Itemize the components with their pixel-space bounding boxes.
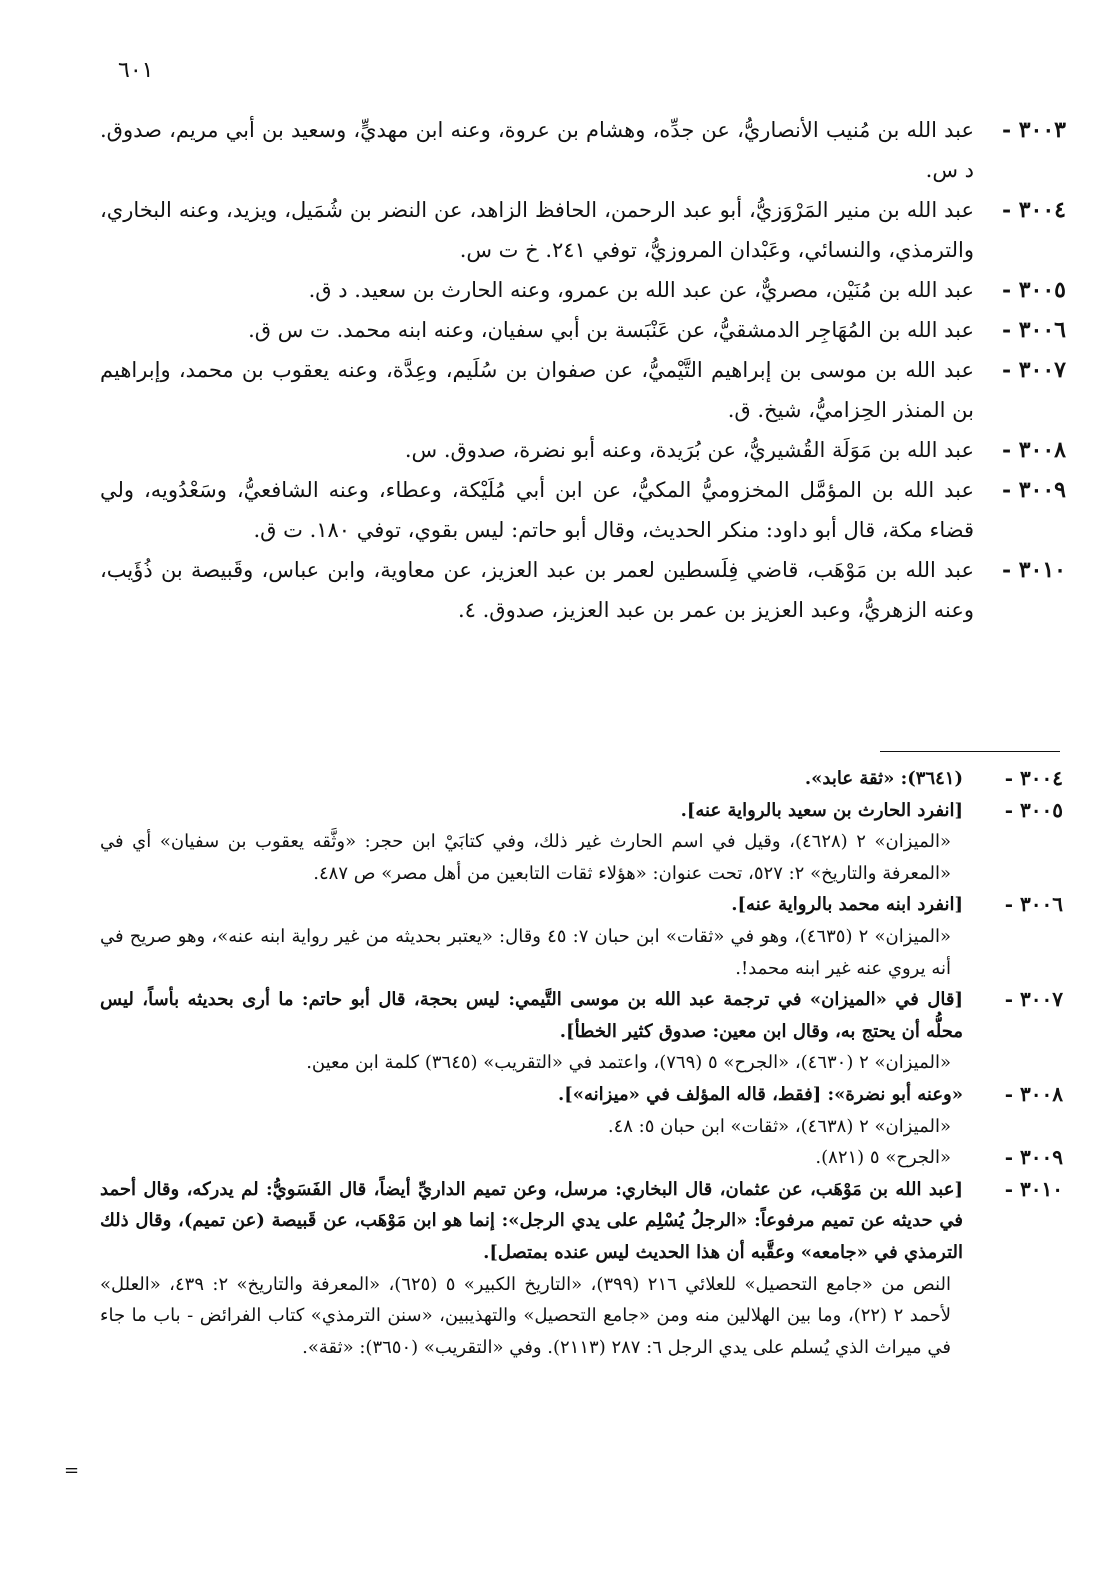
page-number: ٦٠١ [118, 58, 154, 83]
entry-number: ٣٠٠٤ - [1001, 197, 1066, 223]
footnote-line: النص من «جامع التحصيل» للعلائي ٢١٦ (٣٩٩)، «التاريخ الكبير» ٥ (٦٢٥)، «المعرفة والتاريخ» ٢: ٤٣٩، «العلل» لأحمد ٢ (٢٢)، وما بين الهلالين منه ومن «جامع التحصيل» والتهذيبين، «سنن الترمذي» كتاب الفرائض - باب ما جاء في ميراث الذي يُسلم على يدي الرجل ٦: ٢٨٧ (٢١١٣). وفي «التقريب» (٣٦٥٠): «ثقة». [100, 1273, 952, 1358]
footnote-line: [عبد الله بن مَوْهَب، عن عثمان، قال البخاري: مرسل، وعن تميم الداريِّ أيضاً، قال الفَسَويُّ: لم يدركه، وقال أحمد في حديثه عن تميم مرفوعاً: «الرجلُ يُسْلِم على يدي الرجل»: إنما هو ابن مَوْهَب، عن قَبيصة (عن تميم)، وقال ذلك الترمذي في «جامعه» وعقَّبه أن هذا الحديث ليس عنده بمتصل]. [100, 1178, 963, 1263]
footnote-line: «وعنه أبو نضرة»: [فقط، قاله المؤلف في «ميزانه»]. [557, 1083, 963, 1105]
footnote [100, 984, 1063, 1079]
footnote-number: ٣٠٠٧ - [1004, 987, 1063, 1012]
footnote-line: [قال في «الميزان» في ترجمة عبد الله بن موسى التَّيمي: ليس بحجة، قال أبو حاتم: ما أرى بحديثه بأساً، ليس محلُّه أن يحتج به، وقال ابن معين: صدوق كثير الخطأ]. [100, 989, 963, 1042]
entry-text: عبد الله بن المؤمَّل المخزوميُّ المكيُّ، عن ابن أبي مُلَيْكة، وعطاء، وعنه الشافعيُّ، وسَعْدُويه، ولي قضاء مكة، قال أبو داود: منكر الحديث، وقال أبو حاتم: ليس بقوي، توفي ١٨٠. ت ق. [100, 478, 974, 542]
entry [100, 350, 1066, 430]
footnote-line: «الجرح» ٥ (٨٢١). [815, 1147, 951, 1169]
footnote-number: ٣٠٠٨ - [1004, 1081, 1063, 1106]
footnote-number: ٣٠٠٤ - [1004, 766, 1063, 790]
entry [100, 430, 1066, 470]
footnote-line: «الميزان» ٢ (٤٦٣٠)، «الجرح» ٥ (٧٦٩)، واعتمد في «التقريب» (٣٦٤٥) كلمة ابن معين. [306, 1052, 951, 1074]
footnote-divider [880, 751, 1060, 752]
footnote-line: [انفرد الحارث بن سعيد بالرواية عنه]. [680, 799, 963, 821]
footnote-number: ٣٠٠٩ - [1004, 1145, 1063, 1170]
entry-text: عبد الله بن موسى بن إبراهيم التَّيْميُّ، عن صفوان بن سُلَيم، وعِدَّة، وعنه يعقوب بن محمد، وإبراهيم بن المنذر الحِزاميُّ، شيخ. ق. [100, 358, 974, 422]
footnote-number: ٣٠١٠ - [1004, 1176, 1063, 1201]
entry [100, 270, 1066, 310]
footnote [100, 1142, 1063, 1174]
entry-number: ٣٠٠٥ - [1001, 277, 1066, 303]
footnote-line: [انفرد ابنه محمد بالرواية عنه]. [731, 894, 963, 916]
entry-text: عبد الله بن مَوَلَة القُشيريُّ، عن بُرَيدة، وعنه أبو نضرة، صدوق. س. [404, 438, 974, 462]
entry-text: عبد الله بن مُنيب الأنصاريُّ، عن جدِّه، وهشام بن عروة، وعنه ابن مهديٍّ، وسعيد بن أبي مريم، صدوق. د س. [100, 118, 974, 182]
entry-number: ٣٠٠٧ - [1001, 357, 1066, 383]
entry [100, 550, 1066, 630]
entry-number: ٣٠٠٣ - [1001, 117, 1066, 143]
footnotes-section [100, 763, 1063, 1363]
entry-text: عبد الله بن منير المَرْوَزيُّ، أبو عبد الرحمن، الحافظ الزاهد، عن النضر بن شُمَيل، ويزيد، وعنه البخاري، والترمذي، والنسائي، وعَبْدان المروزيُّ، توفي ٢٤١. خ ت س. [100, 198, 974, 262]
entries-section [100, 110, 1066, 630]
footnote [100, 1079, 1063, 1142]
footnote-line: «الميزان» ٢ (٤٦٣٨)، «ثقات» ابن حبان ٥: ٤٨. [607, 1115, 951, 1137]
entry-number: ٣٠٠٦ - [1001, 317, 1066, 343]
footnote-line: «الميزان» ٢ (٤٦٢٨)، وقيل في اسم الحارث غير ذلك، وفي كتابَيْ ابن حجر: «وثَّقه يعقوب بن سفيان» أي في «المعرفة والتاريخ» ٢: ٥٢٧، تحت عنوان: «هؤلاء ثقات التابعين من أهل مصر» ص ٤٨٧. [100, 831, 951, 884]
footnote [100, 1174, 1063, 1364]
footnote-number: ٣٠٠٦ - [1004, 892, 1063, 917]
entry-number: ٣٠٠٩ - [1001, 477, 1066, 503]
entry [100, 110, 1066, 190]
entry [100, 470, 1066, 550]
entry-text: عبد الله بن مَوْهَب، قاضي فِلَسطين لعمر بن عبد العزيز، عن معاوية، وابن عباس، وقَبيصة بن ذُؤَيب، وعنه الزهريُّ، وعبد العزيز بن عمر بن عبد العزيز، صدوق. ٤. [100, 558, 974, 622]
entry-text: عبد الله بن المُهَاجِر الدمشقيُّ، عن عَنْبَسة بن أبي سفيان، وعنه ابنه محمد. ت س ق. [248, 318, 974, 342]
entry [100, 310, 1066, 350]
footnote [100, 889, 1063, 984]
entry-text: عبد الله بن مُنَيْن، مصريٌّ، عن عبد الله بن عمرو، وعنه الحارث بن سعيد. د ق. [308, 278, 974, 302]
footnote [100, 795, 1063, 890]
footnote-number: ٣٠٠٥ - [1004, 797, 1063, 822]
entry-number: ٣٠١٠ - [1001, 557, 1066, 583]
footnote-line: «الميزان» ٢ (٤٦٣٥)، وهو في «ثقات» ابن حبان ٧: ٤٥ وقال: «يعتبر بحديثه من غير رواية ابنه عنه»، وهو صريح في أنه يروي عنه غير ابنه محمد!. [100, 925, 951, 979]
entry [100, 190, 1066, 270]
footnote [100, 763, 1063, 795]
footnote-line: (٣٦٤١): «ثقة عابد». [804, 768, 963, 789]
margin-mark: = [64, 1460, 80, 1481]
entry-number: ٣٠٠٨ - [1001, 437, 1066, 463]
